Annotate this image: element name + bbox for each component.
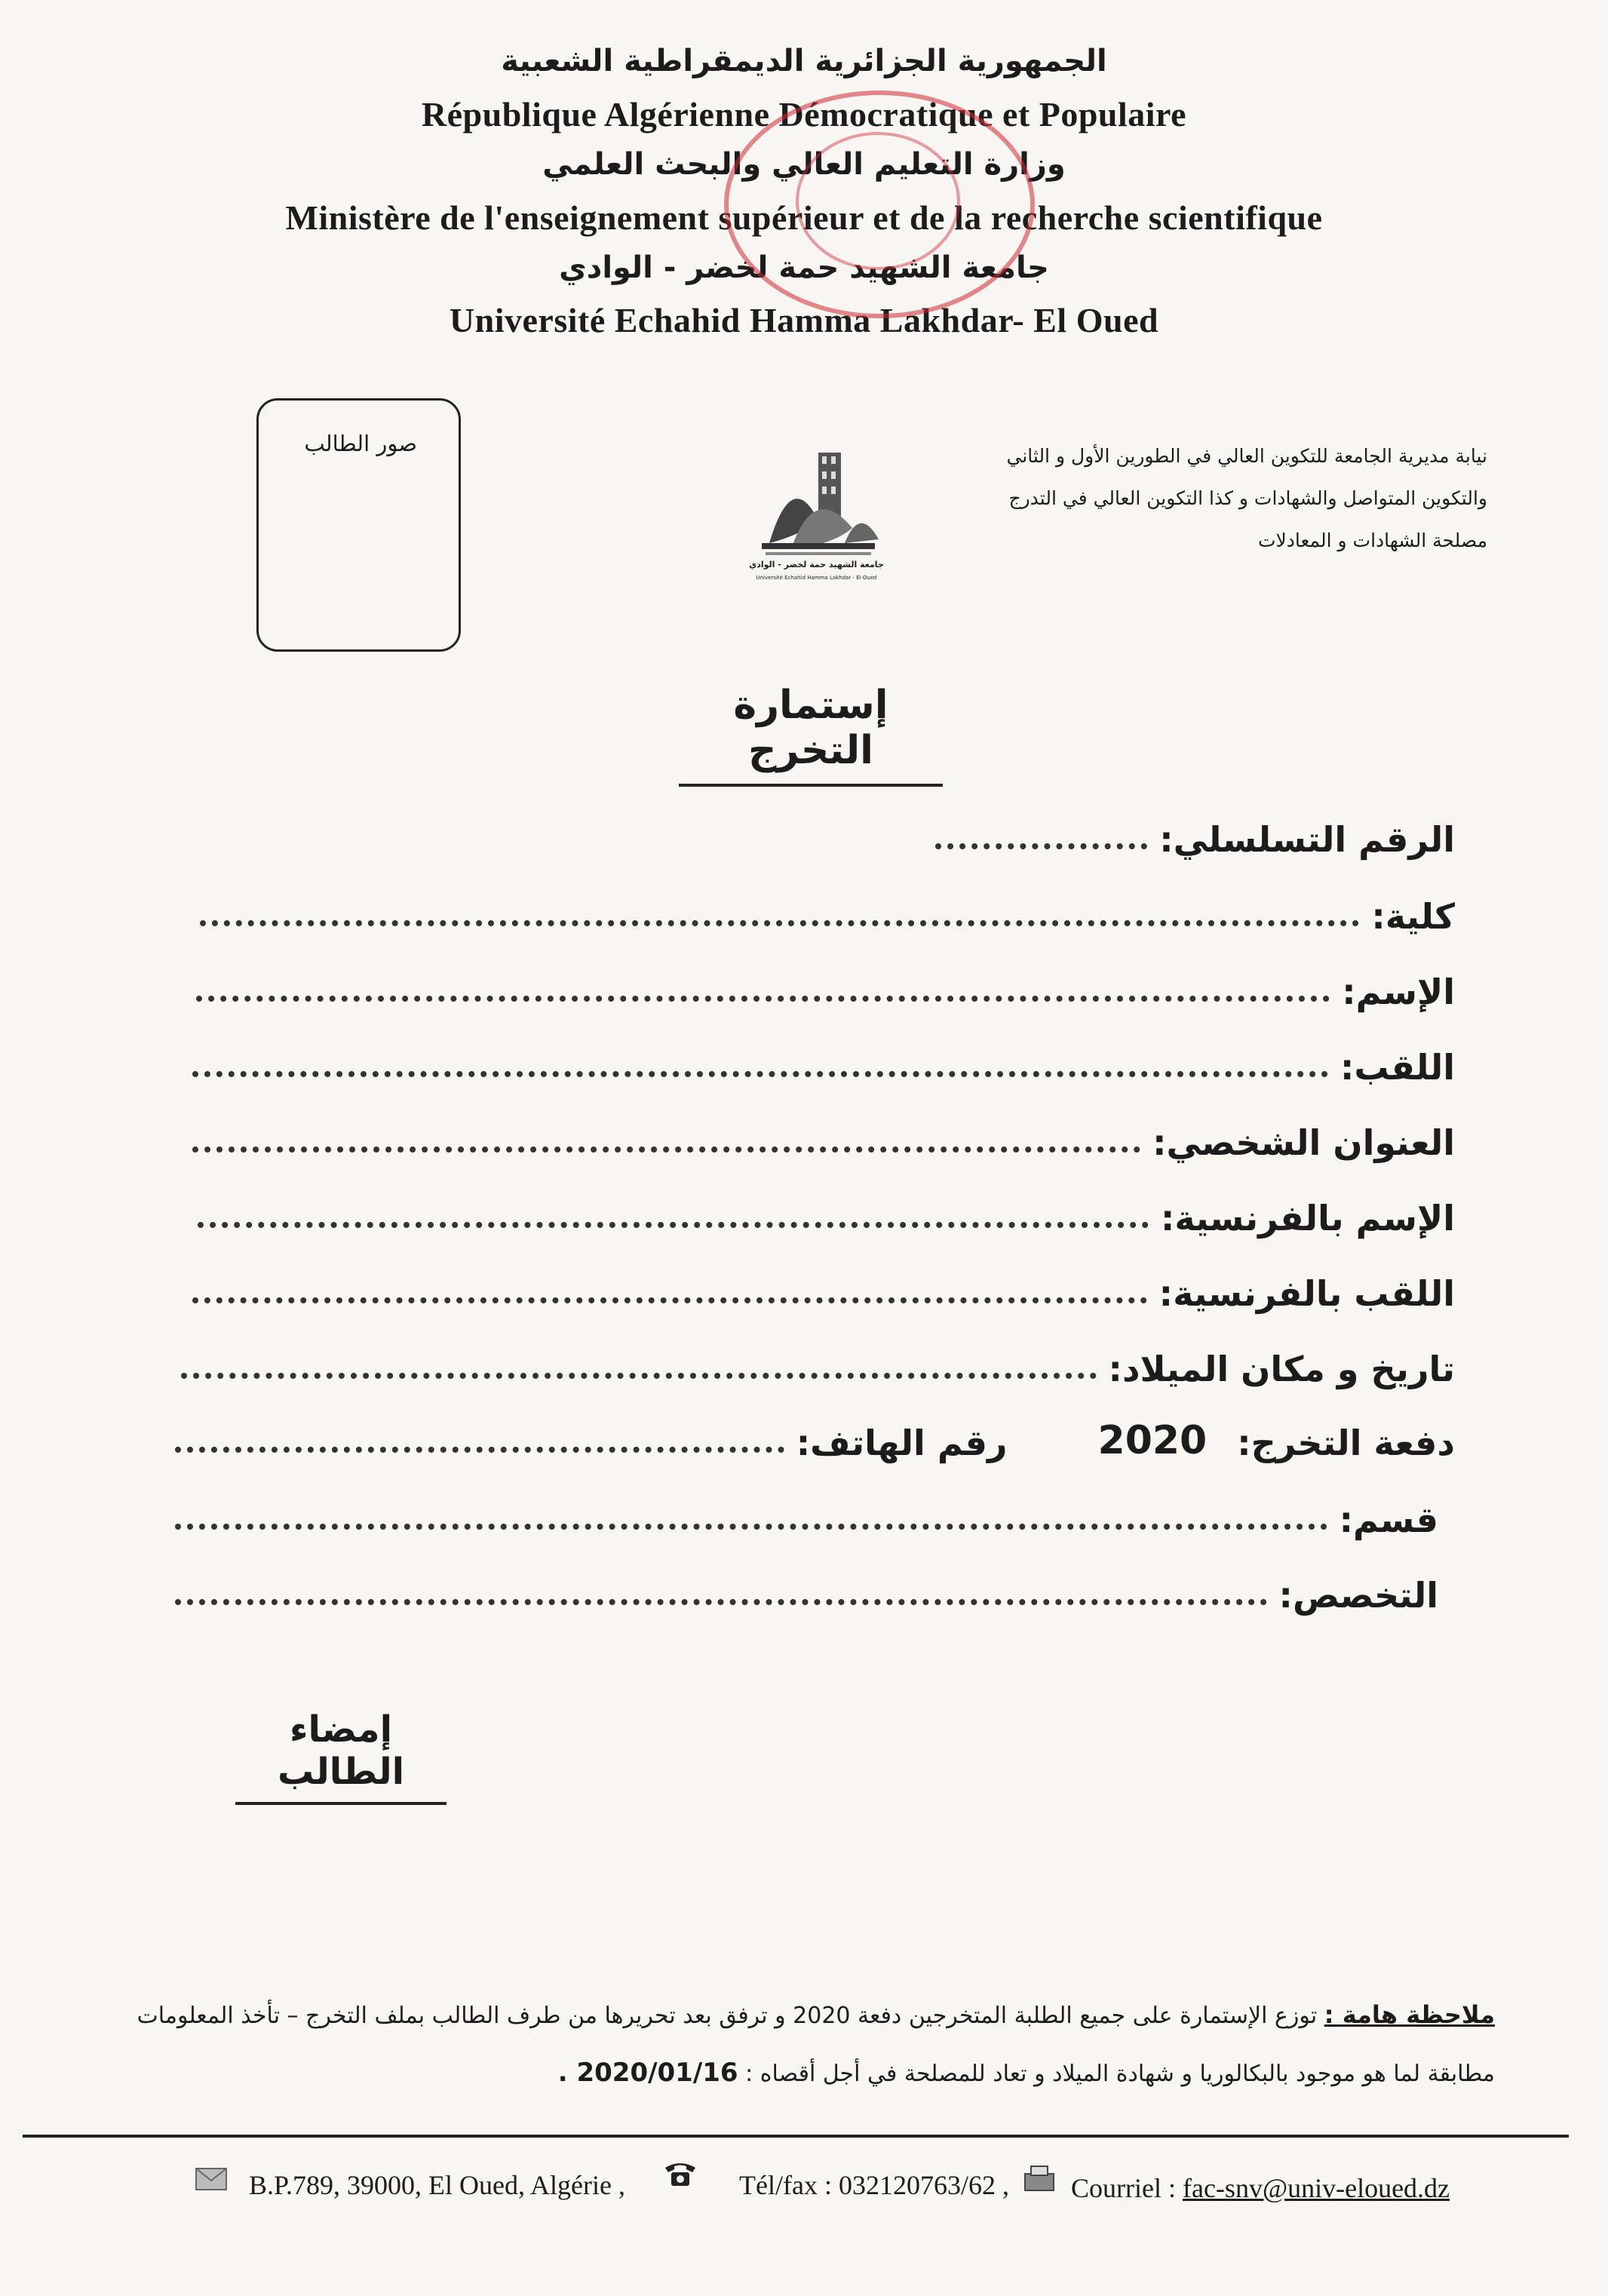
fill-dots	[192, 1146, 1140, 1153]
fill-dots	[192, 1071, 1328, 1077]
promotion-year: 2020	[1097, 1418, 1208, 1463]
telephone-icon	[662, 2160, 698, 2194]
footer-phone: Tél/fax : 032120763/62 ,	[739, 2170, 1009, 2200]
envelope-icon	[195, 2166, 228, 2198]
fill-dots	[175, 1447, 784, 1453]
fill-dots	[935, 843, 1147, 849]
field-promotion-phone[interactable]	[175, 1410, 1455, 1463]
fill-dots	[196, 996, 1330, 1002]
important-note-line-1	[62, 2000, 1495, 2029]
form-title: إستمارة التخرج	[679, 683, 943, 787]
note-text-1: توزع الإستمارة على جميع الطلبة المتخرجين دفعة 2020 و ترفق بعد تحريرها من طرف الطالب بملف التخرج – تأخذ المعلومات	[137, 2003, 1318, 2029]
footer-address: B.P.789, 39000, El Oued, Algérie ,	[249, 2170, 625, 2200]
important-note-line-2	[62, 2058, 1495, 2088]
field-address[interactable]: العنوان الشخصي:	[192, 1110, 1455, 1163]
field-serial-number[interactable]: الرقم التسلسلي:	[935, 807, 1455, 860]
ministry-ar: وزارة التعليم العالي والبحث العلمي	[542, 147, 1066, 182]
department-line-2: والتكوين المتواصل والشهادات و كذا التكوين العالي في التدرج	[1008, 487, 1487, 509]
promotion-label: دفعة التخرج:	[1237, 1423, 1455, 1463]
note-title: ملاحظة هامة :	[1324, 2000, 1495, 2029]
field-department[interactable]: قسم:	[175, 1487, 1438, 1540]
field-specialty[interactable]: التخصص:	[175, 1563, 1438, 1616]
logo-caption-fr: Université Echahid Hamma Lakhdar - El Oued	[756, 575, 877, 581]
field-first-name[interactable]: الإسم:	[196, 959, 1455, 1012]
student-signature-label: إمضاء الطالب	[235, 1708, 446, 1805]
field-faculty[interactable]: كلية:	[200, 884, 1455, 937]
fill-dots	[175, 1524, 1327, 1530]
phone-label: رقم الهاتف:	[796, 1423, 1008, 1463]
department-line-1: نيابة مديرية الجامعة للتكوين العالي في الطورين الأول و الثاني	[1006, 445, 1487, 467]
field-last-name-french[interactable]: اللقب بالفرنسية:	[192, 1261, 1455, 1314]
student-photo-box[interactable]	[256, 398, 461, 652]
field-birth-date-place[interactable]: تاريخ و مكان الميلاد:	[181, 1337, 1455, 1389]
fill-dots	[175, 1599, 1267, 1605]
university-logo-icon	[747, 437, 886, 596]
republic-fr: République Algérienne Démocratique et Populaire	[421, 95, 1187, 134]
logo-caption-ar: جامعة الشهيد حمة لخضر - الوادي	[749, 560, 884, 569]
fill-dots	[192, 1297, 1147, 1303]
department-line-3: مصلحة الشهادات و المعادلات	[1257, 529, 1487, 551]
university-fr: Université Echahid Hamma Lakhdar- El Oued	[449, 301, 1159, 339]
fill-dots	[200, 920, 1359, 926]
note-text-2: مطابقة لما هو موجود بالبكالوريا و شهادة الميلاد و تعاد للمصلحة في أجل أقصاه :	[745, 2061, 1495, 2087]
official-stamp-inner	[796, 132, 960, 270]
university-ar: جامعة الشهيد حمة لخضر - الوادي	[559, 250, 1049, 285]
fill-dots	[198, 1222, 1149, 1228]
footer-email-link[interactable]: fac-snv@univ-eloued.dz	[1183, 2173, 1450, 2203]
footer-email-label: Courriel :	[1071, 2173, 1176, 2203]
field-first-name-french[interactable]: الإسم بالفرنسية:	[198, 1186, 1455, 1239]
photo-box-label: صور الطالب	[304, 431, 417, 456]
ministry-fr: Ministère de l'enseignement supérieur et de la recherche scientifique	[285, 198, 1323, 237]
footer-divider	[23, 2135, 1569, 2138]
fax-icon	[1022, 2165, 1057, 2199]
note-deadline: 2020/01/16 .	[557, 2058, 738, 2088]
field-last-name[interactable]: اللقب:	[192, 1035, 1455, 1088]
fill-dots	[181, 1373, 1097, 1379]
republic-ar: الجمهورية الجزائرية الديمقراطية الشعبية	[501, 44, 1107, 78]
